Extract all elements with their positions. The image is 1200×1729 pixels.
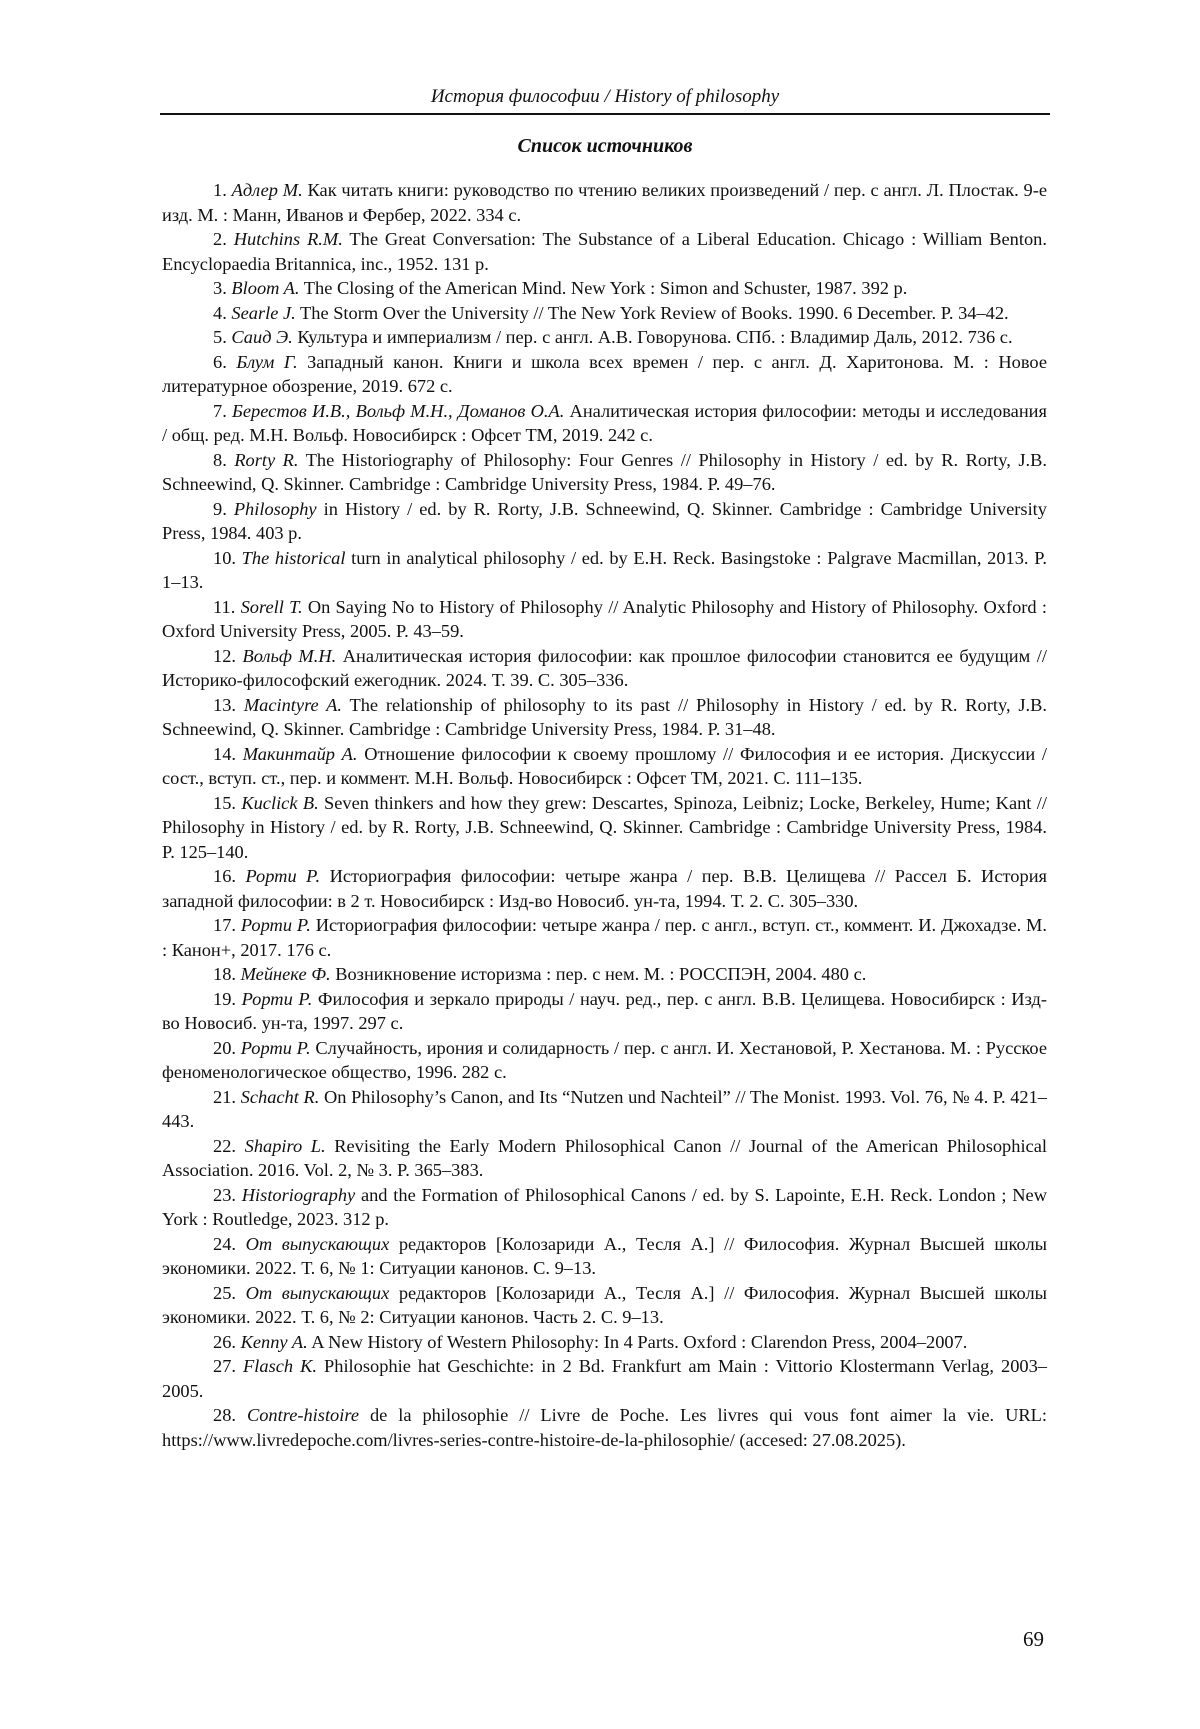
reference-author: Schacht R. <box>240 1086 320 1107</box>
reference-text: Как читать книги: руководство по чтению великих произведений / пер. с англ. Л. Плостак. 9-е изд. М. : Манн, Иванов и Фербер, 2022. 334 с. <box>162 180 1048 225</box>
reference-item <box>162 1403 1047 1452</box>
reference-author: Макинтайр А. <box>242 743 358 764</box>
reference-item <box>162 864 1047 913</box>
reference-text: in History / ed. by R. Rorty, J.B. Schneewind, Q. Skinner. Cambridge : Cambridge University Press, 1984. 403 p. <box>162 498 1047 543</box>
reference-number: 24. <box>213 1233 236 1254</box>
reference-item <box>162 1232 1047 1281</box>
reference-text: and the Formation of Philosophical Canons / ed. by S. Lapointe, E.H. Reck. London ; New York : Routledge, 2023. 312 p. <box>162 1184 1047 1229</box>
reference-author: Рорти Р. <box>240 1037 311 1058</box>
reference-number: 6. <box>213 351 227 372</box>
reference-text: The Closing of the American Mind. New York : Simon and Schuster, 1987. 392 p. <box>303 278 908 298</box>
reference-number: 22. <box>213 1135 236 1156</box>
reference-text: On Philosophy’s Canon, and Its “Nutzen und Nachteil” // The Monist. 1993. Vol. 76, № 4. P. 421–443. <box>162 1086 1047 1131</box>
reference-item <box>162 595 1047 644</box>
reference-number: 2. <box>213 229 227 249</box>
reference-item <box>162 546 1047 595</box>
reference-item <box>162 1281 1047 1330</box>
reference-author: Мейнеке Ф. <box>240 964 331 984</box>
reference-author: Contre-histoire <box>246 1405 359 1425</box>
reference-author: Рорти Р. <box>245 866 321 886</box>
reference-item <box>162 1354 1047 1403</box>
reference-number: 28. <box>213 1405 236 1425</box>
reference-item <box>162 693 1047 742</box>
reference-item <box>162 1036 1047 1085</box>
reference-item <box>162 1330 1047 1355</box>
reference-text: Philosophie hat Geschichte: in 2 Bd. Frankfurt am Main : Vittorio Klostermann Verlag, 2003–2005. <box>162 1356 1047 1401</box>
reference-number: 8. <box>213 449 227 470</box>
reference-text: Аналитическая история философии: как прошлое философии становится ее будущим // Историко-философский ежегодник. 2024. Т. 39. С. 305–336. <box>162 645 1047 690</box>
reference-author: Searle J. <box>231 302 296 323</box>
reference-number: 3. <box>213 278 227 298</box>
reference-item <box>162 1134 1047 1183</box>
reference-number: 19. <box>213 988 236 1009</box>
reference-author: Flasch K. <box>243 1356 317 1376</box>
reference-text: Возникновение историзма : пер. с нем. М. : РОССПЭН, 2004. 480 с. <box>335 964 867 984</box>
reference-text: The Storm Over the University // The New York Review of Books. 1990. 6 December. P. 34–42. <box>300 302 1009 323</box>
reference-item <box>162 1085 1047 1134</box>
section-title: Список источников <box>517 135 693 157</box>
reference-number: 17. <box>213 915 236 935</box>
running-header: История философии / History of philosophy <box>430 86 780 107</box>
reference-author: Рорти Р. <box>240 915 311 935</box>
reference-number: 9. <box>213 498 227 519</box>
reference-text: Аналитическая история философии: методы и исследования / общ. ред. М.Н. Вольф. Новосибирск : Офсет ТМ, 2019. 242 с. <box>162 400 1047 445</box>
reference-number: 1. <box>213 180 227 200</box>
reference-author: Адлер М. <box>231 180 303 200</box>
reference-item <box>162 987 1047 1036</box>
reference-item <box>162 742 1047 791</box>
reference-text: turn in analytical philosophy / ed. by E.H. Reck. Basingstoke : Palgrave Macmillan, 2013. P. 1–13. <box>162 547 1047 592</box>
reference-author: Рорти Р. <box>241 988 313 1009</box>
reference-number: 27. <box>213 1356 236 1376</box>
reference-number: 14. <box>213 743 236 764</box>
reference-text: Отношение философии к своему прошлому // Философия и ее история. Дискуссии / сост., вступ. ст., пер. и коммент. М.Н. Вольф. Новосибирск : Офсет ТМ, 2021. С. 111–135. <box>162 743 1047 788</box>
reference-item <box>162 227 1047 276</box>
reference-author: От выпускающих <box>245 1282 390 1303</box>
reference-number: 18. <box>213 964 236 984</box>
reference-text: A New History of Western Philosophy: In 4 Parts. Oxford : Clarendon Press, 2004–2007. <box>311 1331 968 1352</box>
reference-number: 4. <box>213 302 227 323</box>
reference-text: On Saying No to History of Philosophy // Analytic Philosophy and History of Philosophy. Oxford : Oxford University Press, 2005. P. 43–59. <box>162 596 1047 641</box>
reference-text: The Historiography of Philosophy: Four Genres // Philosophy in History / ed. by R. Rorty, J.B. Schneewind, Q. Skinner. Cambridge : Cambridge University Press, 1984. P. 49–76. <box>162 449 1048 494</box>
reference-number: 13. <box>213 694 236 715</box>
reference-author: Блум Г. <box>236 351 298 372</box>
reference-author: Вольф М.Н. <box>242 645 337 666</box>
reference-author: Sorell T. <box>240 596 303 617</box>
reference-author: The historical <box>241 547 346 568</box>
reference-item <box>162 448 1047 497</box>
reference-number: 10. <box>213 547 236 568</box>
reference-author: Kuclick B. <box>241 792 319 813</box>
reference-text: Историография философии: четыре жанра / пер. В.В. Целищева // Рассел Б. История западной философии: в 2 т. Новосибирск : Изд-во Новосиб. ун-та, 1994. Т. 2. С. 305–330. <box>162 866 1047 911</box>
reference-item <box>162 962 1047 987</box>
reference-author: От выпускающих <box>245 1233 390 1254</box>
reference-author: Kenny A. <box>240 1331 308 1352</box>
reference-number: 7. <box>213 400 227 421</box>
reference-item <box>162 325 1047 350</box>
reference-text: Случайность, ирония и солидарность / пер. с англ. И. Хестановой, Р. Хестанова. М. : Русское феноменологическое общество, 1996. 282 с. <box>162 1037 1047 1082</box>
reference-number: 25. <box>213 1282 236 1303</box>
reference-number: 20. <box>213 1037 236 1058</box>
reference-item <box>162 399 1047 448</box>
reference-text: Культура и империализм / пер. с англ. А.В. Говорунова. СПб. : Владимир Даль, 2012. 736 с. <box>297 327 1013 347</box>
reference-text: de la philosophie // Livre de Poche. Les livres qui vous font aimer la vie. URL: https://www.livredepoche.com/livres-series-contre-histoire-de-la-philosophie/ (accesed: 27.08.2025). <box>162 1405 1047 1450</box>
reference-text: Историография философии: четыре жанра / пер. с англ., вступ. ст., коммент. И. Джохадзе. М. : Канон+, 2017. 176 с. <box>162 915 1047 960</box>
reference-text: The Great Conversation: The Substance of a Liberal Education. Chicago : William Benton. Encyclopaedia Britannica, inc., 1952. 131 p. <box>162 229 1047 274</box>
reference-number: 26. <box>213 1331 236 1352</box>
reference-author: Берестов И.В., Вольф М.Н., Доманов О.А. <box>232 400 565 421</box>
reference-item <box>162 644 1047 693</box>
reference-item <box>162 913 1047 962</box>
reference-number: 21. <box>213 1086 236 1107</box>
reference-author: Hutchins R.M. <box>233 229 343 249</box>
reference-text: Seven thinkers and how they grew: Descartes, Spinoza, Leibniz; Locke, Berkeley, Hume; Kant // Philosophy in History / ed. by R. Rorty, J.B. Schneewind, Q. Skinner. Cambridge : Cambridge University Press, 1984. P. 125–140. <box>162 792 1047 862</box>
reference-text: Revisiting the Early Modern Philosophical Canon // Journal of the American Philosophical Association. 2016. Vol. 2, № 3. P. 365–383. <box>162 1135 1047 1180</box>
reference-item <box>162 350 1047 399</box>
reference-text: редакторов [Колозариди А., Тесля А.] // Философия. Журнал Высшей школы экономики. 2022. Т. 6, № 1: Ситуации канонов. С. 9–13. <box>162 1233 1047 1278</box>
reference-number: 12. <box>213 645 236 666</box>
reference-author: Саид Э. <box>231 327 293 347</box>
reference-author: Shapiro L. <box>244 1135 326 1156</box>
reference-number: 16. <box>213 866 236 886</box>
reference-item <box>162 1183 1047 1232</box>
reference-author: Rorty R. <box>234 449 299 470</box>
reference-author: Bloom A. <box>231 278 300 298</box>
reference-item <box>162 791 1047 865</box>
reference-author: Philosophy <box>233 498 317 519</box>
reference-number: 23. <box>213 1184 236 1205</box>
reference-item <box>162 301 1047 326</box>
reference-item <box>162 497 1047 546</box>
reference-author: Macintyre A. <box>243 694 343 715</box>
reference-number: 11. <box>213 596 236 617</box>
reference-author: Historiography <box>241 1184 356 1205</box>
reference-item <box>162 276 1047 301</box>
reference-item <box>162 178 1047 227</box>
header-rule <box>160 113 1050 115</box>
reference-list <box>162 178 1047 1452</box>
reference-number: 5. <box>213 327 227 347</box>
reference-text: редакторов [Колозариди А., Тесля А.] // Философия. Журнал Высшей школы экономики. 2022. Т. 6, № 2: Ситуации канонов. Часть 2. С. 9–13. <box>162 1282 1047 1327</box>
reference-text: Западный канон. Книги и школа всех времен / пер. с англ. Д. Харитонова. М. : Новое литературное обозрение, 2019. 672 с. <box>162 351 1047 396</box>
reference-text: The relationship of philosophy to its past // Philosophy in History / ed. by R. Rorty, J.B. Schneewind, Q. Skinner. Cambridge : Cambridge University Press, 1984. P. 31–48. <box>162 694 1047 739</box>
page-number: 69 <box>1023 1627 1044 1651</box>
reference-number: 15. <box>213 792 236 813</box>
reference-text: Философия и зеркало природы / науч. ред., пер. с англ. В.В. Целищева. Новосибирск : Изд-во Новосиб. ун-та, 1997. 297 с. <box>162 988 1047 1033</box>
